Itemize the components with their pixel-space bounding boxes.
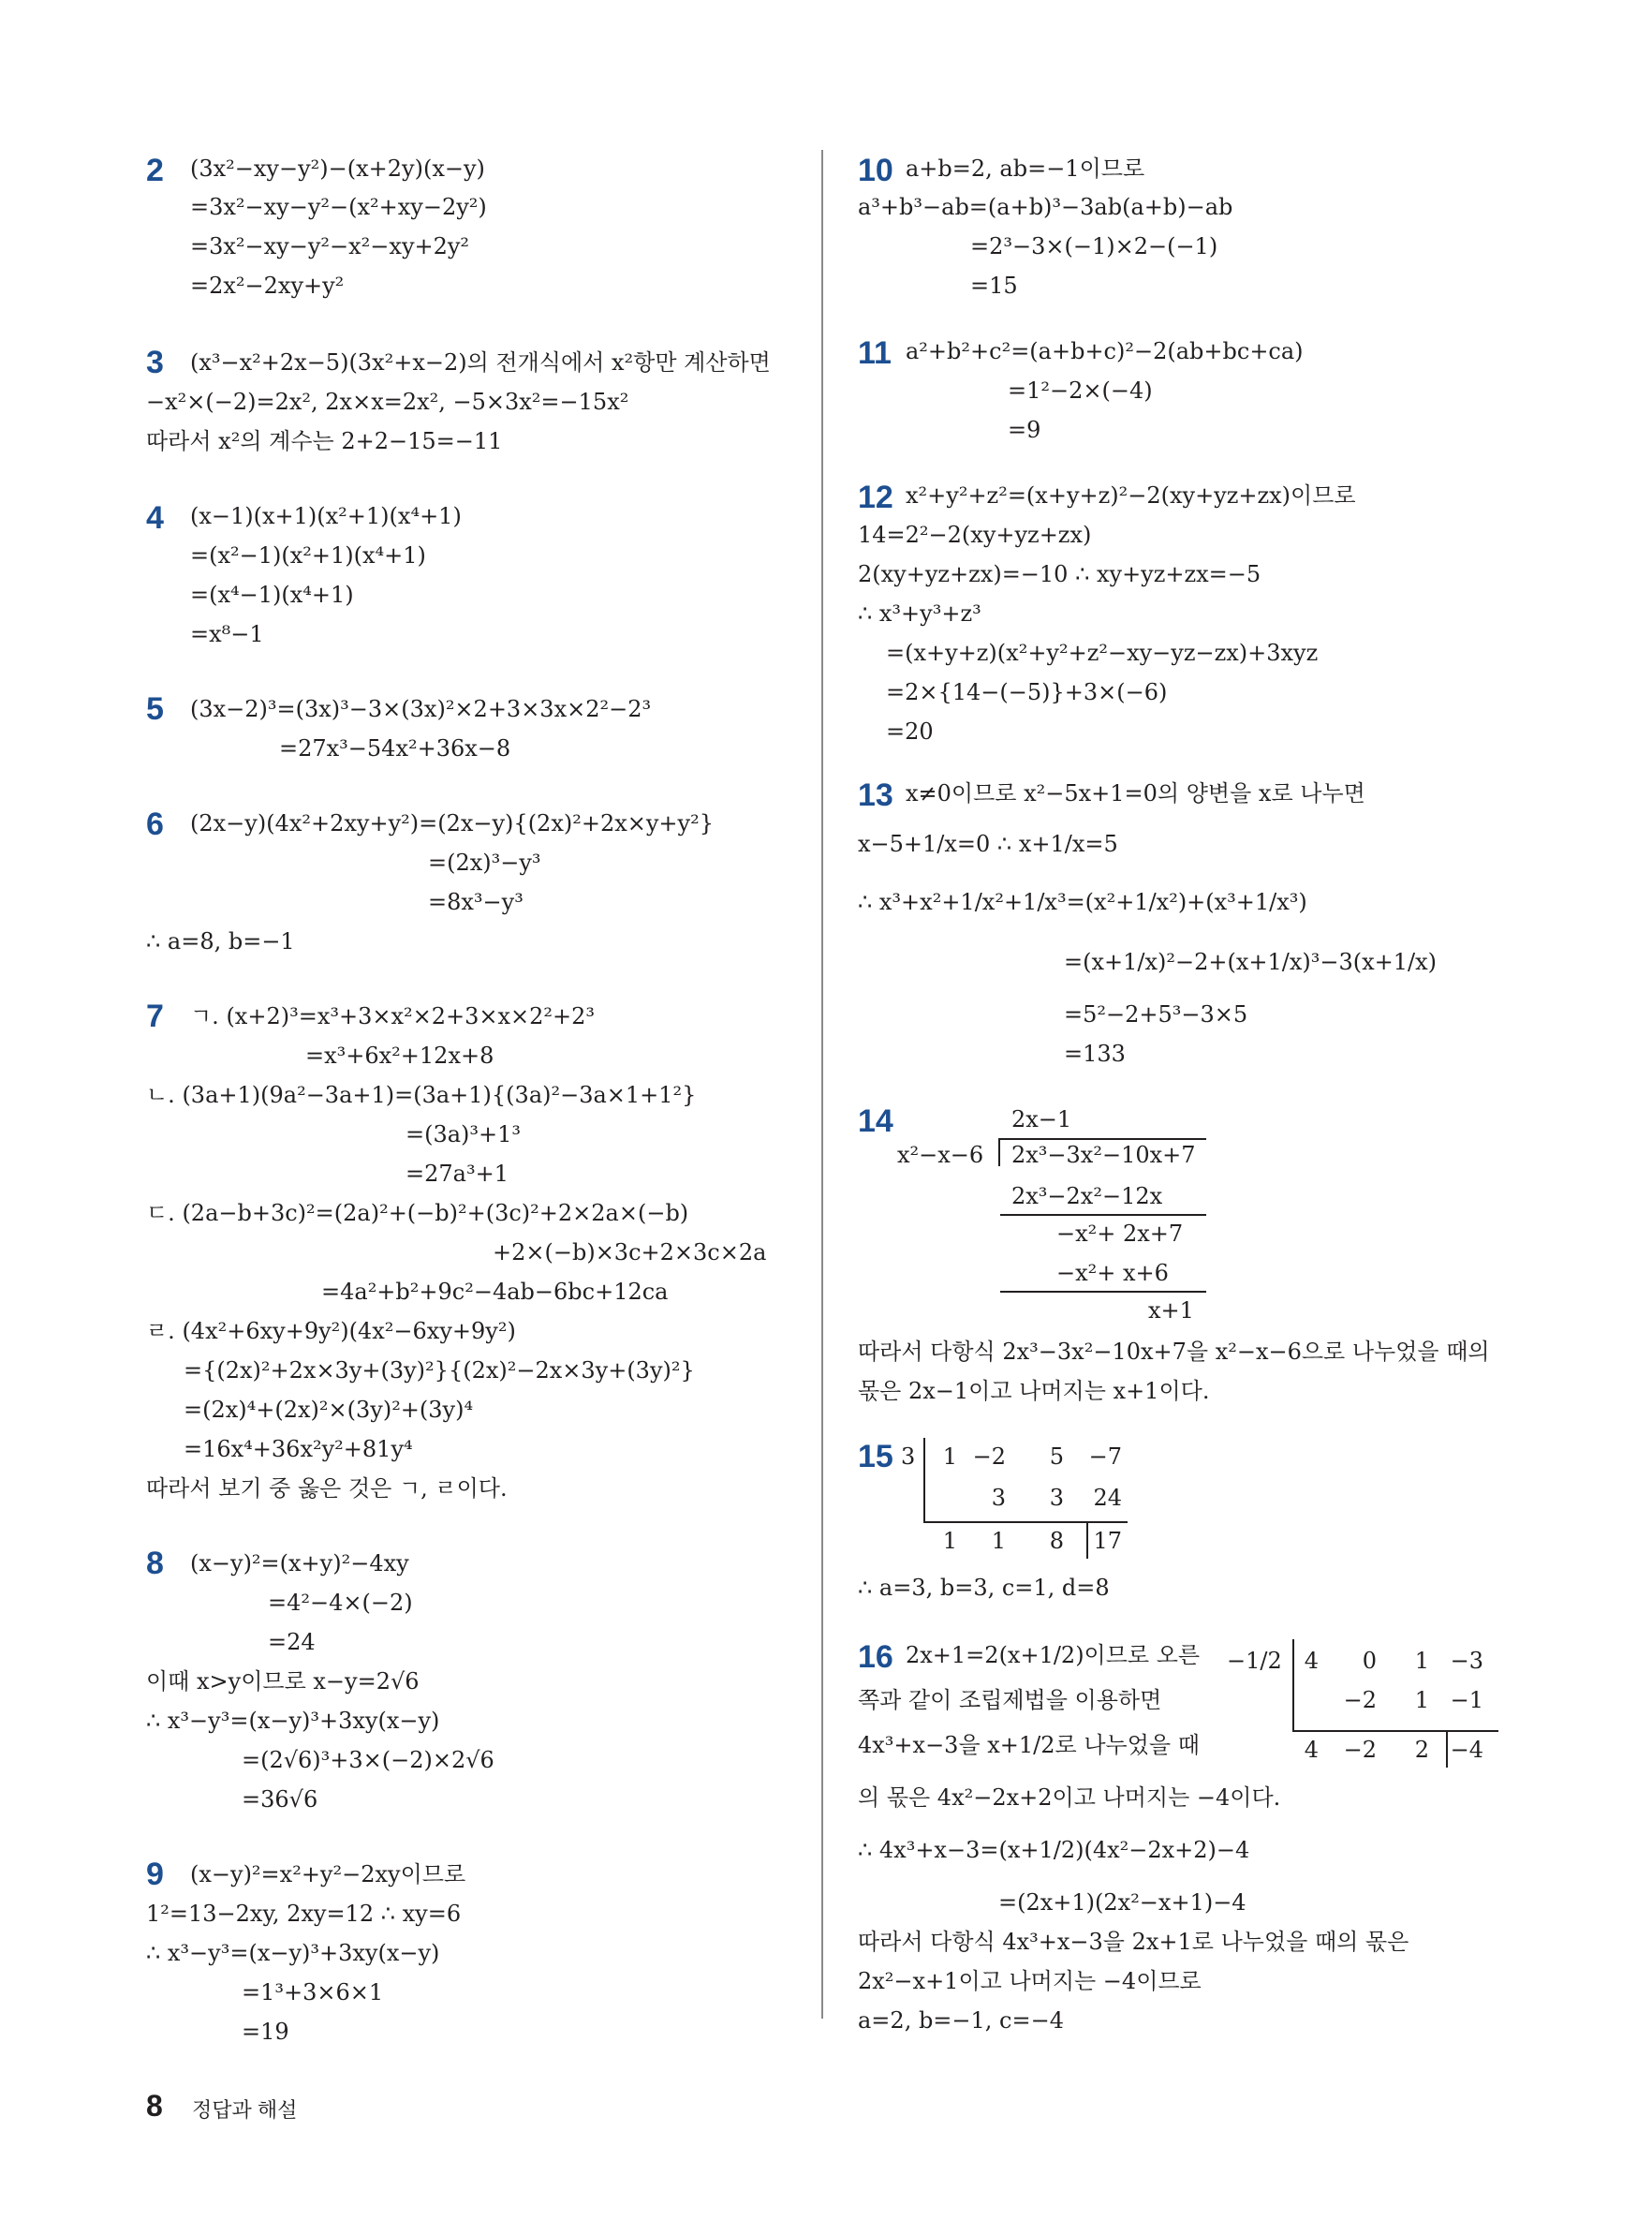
synthetic-cell: −3 bbox=[1450, 1648, 1483, 1674]
synthetic-cell: 1 bbox=[1414, 1687, 1429, 1713]
solution-line: ㄷ. (2a−b+3c)²=(2a)²+(−b)²+(3c)²+2×2a×(−b) bbox=[146, 1200, 689, 1226]
synthetic-cell: 1 bbox=[942, 1528, 957, 1554]
synthetic-cell: −4 bbox=[1450, 1737, 1483, 1763]
solution-line: ∴ 4x³+x−3=(x+1/2)(4x²−2x+2)−4 bbox=[858, 1837, 1250, 1863]
solution-line: 따라서 x²의 계수는 2+2−15=−11 bbox=[146, 428, 503, 454]
solution-line: ∴ a=8, b=−1 bbox=[146, 928, 295, 955]
solution-line: =27x³−54x²+36x−8 bbox=[279, 735, 511, 762]
division-bar bbox=[1000, 1138, 1206, 1140]
solution-line: =36√6 bbox=[242, 1786, 318, 1813]
solution-line: =20 bbox=[886, 718, 934, 745]
solution-line: ∴ x³−y³=(x−y)³+3xy(x−y) bbox=[146, 1940, 440, 1966]
solution-line: =x⁸−1 bbox=[190, 621, 264, 647]
solution-line: =9 bbox=[1008, 417, 1041, 443]
solution-line: =2×{14−(−5)}+3×(−6) bbox=[886, 679, 1168, 705]
quotient: 2x−1 bbox=[1011, 1106, 1072, 1132]
solution-line: =3x²−xy−y²−x²−xy+2y² bbox=[190, 233, 470, 259]
footer-label: 정답과 해설 bbox=[192, 2098, 298, 2122]
solution-line: a+b=2, ab=−1이므로 bbox=[906, 155, 1145, 182]
solution-line: ∴ a=3, b=3, c=1, d=8 bbox=[858, 1575, 1110, 1601]
solution-line: (3x−2)³=(3x)³−3×(3x)²×2+3×3x×2²−2³ bbox=[190, 696, 652, 722]
solution-line: a³+b³−ab=(a+b)³−3ab(a+b)−ab bbox=[858, 194, 1233, 220]
solution-line: 따라서 다항식 2x³−3x²−10x+7을 x²−x−6으로 나누었을 때의 bbox=[858, 1339, 1490, 1365]
synthetic-cell: 3 bbox=[991, 1485, 1006, 1511]
problem-number: 3 bbox=[146, 345, 164, 380]
solution-line: +2×(−b)×3c+2×3c×2a bbox=[493, 1239, 767, 1265]
synthetic-cell: 1 bbox=[1414, 1648, 1429, 1674]
solution-line: =(x+1/x)²−2+(x+1/x)³−3(x+1/x) bbox=[1064, 949, 1438, 975]
solution-line: =2³−3×(−1)×2−(−1) bbox=[970, 233, 1218, 259]
solution-line: =5²−2+5³−3×5 bbox=[1064, 1001, 1248, 1028]
problem-number: 11 bbox=[858, 335, 892, 371]
solution-line: 몫은 2x−1이고 나머지는 x+1이다. bbox=[858, 1378, 1210, 1404]
solution-line: =24 bbox=[268, 1629, 316, 1655]
solution-line: 의 몫은 4x²−2x+2이고 나머지는 −4이다. bbox=[858, 1784, 1281, 1811]
synthetic-rule bbox=[1292, 1730, 1498, 1732]
solution-line: (x³−x²+2x−5)(3x²+x−2)의 전개식에서 x²항만 계산하면 bbox=[190, 349, 771, 376]
solution-line: =(2x+1)(2x²−x+1)−4 bbox=[998, 1889, 1246, 1916]
solution-line: =27a³+1 bbox=[406, 1161, 509, 1187]
problem-number: 8 bbox=[146, 1546, 164, 1581]
solution-line: =(x+y+z)(x²+y²+z²−xy−yz−zx)+3xyz bbox=[886, 640, 1319, 666]
synthetic-cell: −2 bbox=[972, 1443, 1006, 1470]
synthetic-cell: 1 bbox=[991, 1528, 1006, 1554]
problem-number: 12 bbox=[858, 480, 893, 515]
synthetic-cell: 4 bbox=[1304, 1737, 1319, 1763]
solution-line: (x−y)²=(x+y)²−4xy bbox=[190, 1550, 409, 1576]
synthetic-root: 3 bbox=[901, 1443, 916, 1470]
solution-line: =15 bbox=[970, 273, 1018, 299]
solution-line: 14=2²−2(xy+yz+zx) bbox=[858, 522, 1092, 548]
solution-line: a=2, b=−1, c=−4 bbox=[858, 2007, 1064, 2034]
problem-number: 16 bbox=[858, 1639, 893, 1675]
solution-line: 2x²−x+1이고 나머지는 −4이므로 bbox=[858, 1968, 1202, 1994]
synthetic-cell: −1 bbox=[1450, 1687, 1483, 1713]
solution-line: =16x⁴+36x²y²+81y⁴ bbox=[184, 1436, 413, 1462]
solution-line: 4x³+x−3을 x+1/2로 나누었을 때 bbox=[858, 1732, 1200, 1758]
division-step: 2x³−2x²−12x bbox=[1011, 1183, 1163, 1209]
synthetic-cell: 24 bbox=[1093, 1485, 1122, 1511]
solution-line: =1³+3×6×1 bbox=[242, 1979, 384, 2005]
solution-line: =8x³−y³ bbox=[428, 889, 524, 915]
solution-line: =(3a)³+1³ bbox=[406, 1121, 522, 1147]
solution-line: =4a²+b²+9c²−4ab−6bc+12ca bbox=[321, 1279, 669, 1305]
synthetic-cell: 17 bbox=[1093, 1528, 1122, 1554]
solution-line: =133 bbox=[1064, 1041, 1126, 1067]
problem-number: 4 bbox=[146, 500, 164, 536]
solution-line: ㄹ. (4x²+6xy+9y²)(4x²−6xy+9y²) bbox=[146, 1318, 516, 1344]
synthetic-cell: −2 bbox=[1343, 1737, 1377, 1763]
solution-line: =1²−2×(−4) bbox=[1008, 377, 1153, 404]
synthetic-rule bbox=[923, 1521, 1128, 1523]
division-step: −x²+ x+6 bbox=[1056, 1260, 1169, 1286]
solution-line: 2(xy+yz+zx)=−10 ∴ xy+yz+zx=−5 bbox=[858, 561, 1261, 587]
solution-line: =(x²−1)(x²+1)(x⁴+1) bbox=[190, 542, 426, 569]
synthetic-cell: 4 bbox=[1304, 1648, 1319, 1674]
solution-line: x²+y²+z²=(x+y+z)²−2(xy+yz+zx)이므로 bbox=[906, 482, 1356, 509]
solution-line: ∴ x³−y³=(x−y)³+3xy(x−y) bbox=[146, 1708, 440, 1734]
solution-line: ∴ x³+y³+z³ bbox=[858, 600, 981, 627]
division-rule bbox=[1000, 1214, 1206, 1216]
solution-line: a²+b²+c²=(a+b+c)²−2(ab+bc+ca) bbox=[906, 338, 1304, 364]
division-bracket bbox=[998, 1138, 1000, 1166]
solution-line: (x−1)(x+1)(x²+1)(x⁴+1) bbox=[190, 503, 462, 529]
solution-line: x≠0이므로 x²−5x+1=0의 양변을 x로 나누면 bbox=[906, 780, 1365, 807]
solution-line: 1²=13−2xy, 2xy=12 ∴ xy=6 bbox=[146, 1901, 462, 1927]
synthetic-cell: 0 bbox=[1362, 1648, 1377, 1674]
synthetic-cell: −7 bbox=[1088, 1443, 1122, 1470]
solution-line: ∴ x³+x²+1/x²+1/x³=(x²+1/x²)+(x³+1/x³) bbox=[858, 889, 1307, 915]
solution-line: ㄴ. (3a+1)(9a²−3a+1)=(3a+1){(3a)²−3a×1+1²} bbox=[146, 1082, 697, 1108]
division-rule bbox=[1000, 1291, 1206, 1293]
problem-number: 10 bbox=[858, 153, 893, 188]
problem-number: 6 bbox=[146, 807, 164, 842]
synthetic-cell: −2 bbox=[1343, 1687, 1377, 1713]
solution-line: (2x−y)(4x²+2xy+y²)=(2x−y){(2x)²+2x×y+y²} bbox=[190, 810, 714, 836]
synthetic-cell: 1 bbox=[942, 1443, 957, 1470]
solution-line: x−5+1/x=0 ∴ x+1/x=5 bbox=[858, 831, 1118, 857]
solution-line: ={(2x)²+2x×3y+(3y)²}{(2x)²−2x×3y+(3y)²} bbox=[184, 1357, 695, 1384]
division-step: −x²+ 2x+7 bbox=[1056, 1221, 1184, 1247]
synthetic-cell: 3 bbox=[1049, 1485, 1064, 1511]
solution-line: 쪽과 같이 조립제법을 이용하면 bbox=[858, 1687, 1162, 1713]
solution-line: =4²−4×(−2) bbox=[268, 1590, 413, 1616]
problem-number: 15 bbox=[858, 1439, 893, 1474]
synthetic-cell: 5 bbox=[1049, 1443, 1064, 1470]
solution-line: =2x²−2xy+y² bbox=[190, 273, 345, 299]
solution-line: ㄱ. (x+2)³=x³+3×x²×2+3×x×2²+2³ bbox=[190, 1003, 596, 1029]
solution-line: 따라서 보기 중 옳은 것은 ㄱ, ㄹ이다. bbox=[146, 1475, 508, 1502]
solution-line: =19 bbox=[242, 2019, 289, 2045]
solution-line: 따라서 다항식 4x³+x−3을 2x+1로 나누었을 때의 몫은 bbox=[858, 1929, 1409, 1955]
solution-line: =(2√6)³+3×(−2)×2√6 bbox=[242, 1747, 494, 1773]
solution-line: =(2x)³−y³ bbox=[428, 850, 541, 876]
problem-number: 14 bbox=[858, 1103, 893, 1139]
solution-line: =x³+6x²+12x+8 bbox=[305, 1043, 494, 1069]
solution-line: −x²×(−2)=2x², 2x×x=2x², −5×3x²=−15x² bbox=[146, 389, 629, 415]
solution-line: =(2x)⁴+(2x)²×(3y)²+(3y)⁴ bbox=[184, 1397, 474, 1423]
column-divider bbox=[821, 150, 823, 2019]
page-number: 8 bbox=[146, 2089, 163, 2123]
synthetic-cell: 2 bbox=[1414, 1737, 1429, 1763]
solution-line: (x−y)²=x²+y²−2xy이므로 bbox=[190, 1861, 466, 1887]
solution-line: =(x⁴−1)(x⁴+1) bbox=[190, 582, 354, 608]
problem-number: 5 bbox=[146, 691, 164, 727]
problem-number: 7 bbox=[146, 999, 164, 1034]
synthetic-cell: 8 bbox=[1049, 1528, 1064, 1554]
dividend: 2x³−3x²−10x+7 bbox=[1011, 1142, 1196, 1168]
problem-number: 9 bbox=[146, 1857, 164, 1892]
problem-number: 2 bbox=[146, 153, 164, 188]
synthetic-root: −1/2 bbox=[1227, 1648, 1282, 1674]
remainder: x+1 bbox=[1148, 1297, 1194, 1324]
solution-line: (3x²−xy−y²)−(x+2y)(x−y) bbox=[190, 155, 485, 182]
problem-number: 13 bbox=[858, 777, 893, 813]
solution-line: 이때 x>y이므로 x−y=2√6 bbox=[146, 1668, 420, 1695]
solution-line: =3x²−xy−y²−(x²+xy−2y²) bbox=[190, 194, 487, 220]
divisor: x²−x−6 bbox=[897, 1142, 984, 1168]
solution-line: 2x+1=2(x+1/2)이므로 오른 bbox=[906, 1642, 1201, 1668]
